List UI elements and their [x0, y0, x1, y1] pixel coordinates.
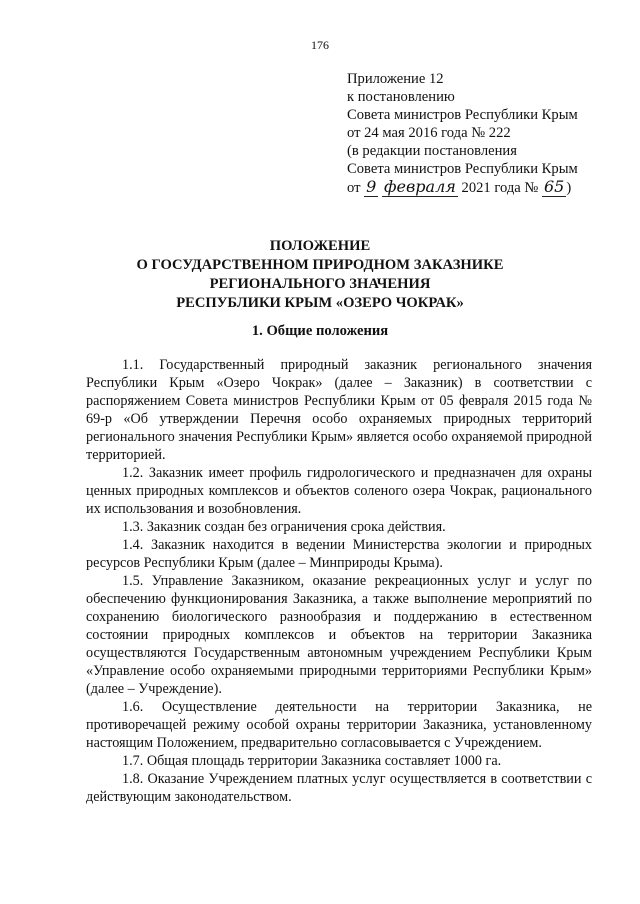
appendix-date-prefix: от — [347, 180, 361, 196]
page-number: 176 — [311, 38, 329, 52]
appendix-block — [347, 70, 607, 197]
appendix-closing-paren: ) — [566, 180, 572, 196]
appendix-date-line — [347, 178, 607, 197]
paragraph-1-5: 1.5. Управление Заказником, оказание рекреационных услуг и услуг по обеспечению функционирования Заказника, а также выполнение мероприятий по сохранению биологического разнообразия и поддержанию в естественном состоянии природных комплексов и объектов на территории Заказника осуществляются Государственным автономным учреждением Республики Крым «Управление особо охраняемыми природными территориями Республики Крым» (далее – Учреждение). — [86, 573, 592, 697]
document-body — [86, 356, 592, 806]
title-line: РЕСПУБЛИКИ КРЫМ «ОЗЕРО ЧОКРАК» — [176, 295, 464, 311]
handwritten-day: 9 — [366, 177, 377, 196]
appendix-line: (в редакции постановления — [347, 143, 517, 159]
appendix-line: от 24 мая 2016 года № 222 — [347, 125, 511, 141]
handwritten-number: 65 — [543, 177, 565, 196]
handwritten-month: февраля — [383, 177, 456, 196]
paragraph-1-1: 1.1. Государственный природный заказник регионального значения Республики Крым «Озеро Чокрак» (далее – Заказник) в соответствии с распоряжением Совета министров Республики Крым от 05 февраля 2015 года № 69-р «Об утверждении Перечня особо охраняемых природных территорий регионального значения Республики Крым» является особо охраняемой природной территорией. — [86, 357, 592, 463]
paragraph-1-4: 1.4. Заказник находится в ведении Министерства экологии и природных ресурсов Республики Крым (далее – Минприроды Крыма). — [86, 537, 592, 571]
paragraph-1-2: 1.2. Заказник имеет профиль гидрологического и предназначен для охраны ценных природных комплексов и объектов соленого озера Чокрак, рационального их использования и возобновления. — [86, 465, 592, 517]
title-line: РЕГИОНАЛЬНОГО ЗНАЧЕНИЯ — [209, 276, 431, 292]
section-heading: 1. Общие положения — [251, 323, 389, 339]
document-title — [0, 237, 640, 313]
title-line: ПОЛОЖЕНИЕ — [269, 238, 371, 254]
paragraph-1-8: 1.8. Оказание Учреждением платных услуг осуществляется в соответствии с действующим законодательством. — [86, 771, 592, 805]
paragraph-1-3: 1.3. Заказник создан без ограничения срока действия. — [122, 519, 446, 535]
appendix-line: Совета министров Республики Крым — [347, 161, 578, 177]
paragraph-1-6: 1.6. Осуществление деятельности на территории Заказника, не противоречащей режиму особой охраны территории Заказника, установленному настоящим Положением, предварительно согласовывается с Учреждением. — [86, 699, 592, 751]
paragraph-1-7: 1.7. Общая площадь территории Заказника составляет 1000 га. — [122, 753, 502, 769]
title-line: О ГОСУДАРСТВЕННОМ ПРИРОДНОМ ЗАКАЗНИКЕ — [136, 257, 504, 273]
appendix-line: Совета министров Республики Крым — [347, 107, 578, 123]
appendix-line: к постановлению — [347, 89, 455, 105]
appendix-year: 2021 года № — [461, 180, 539, 196]
appendix-line: Приложение 12 — [347, 71, 444, 87]
